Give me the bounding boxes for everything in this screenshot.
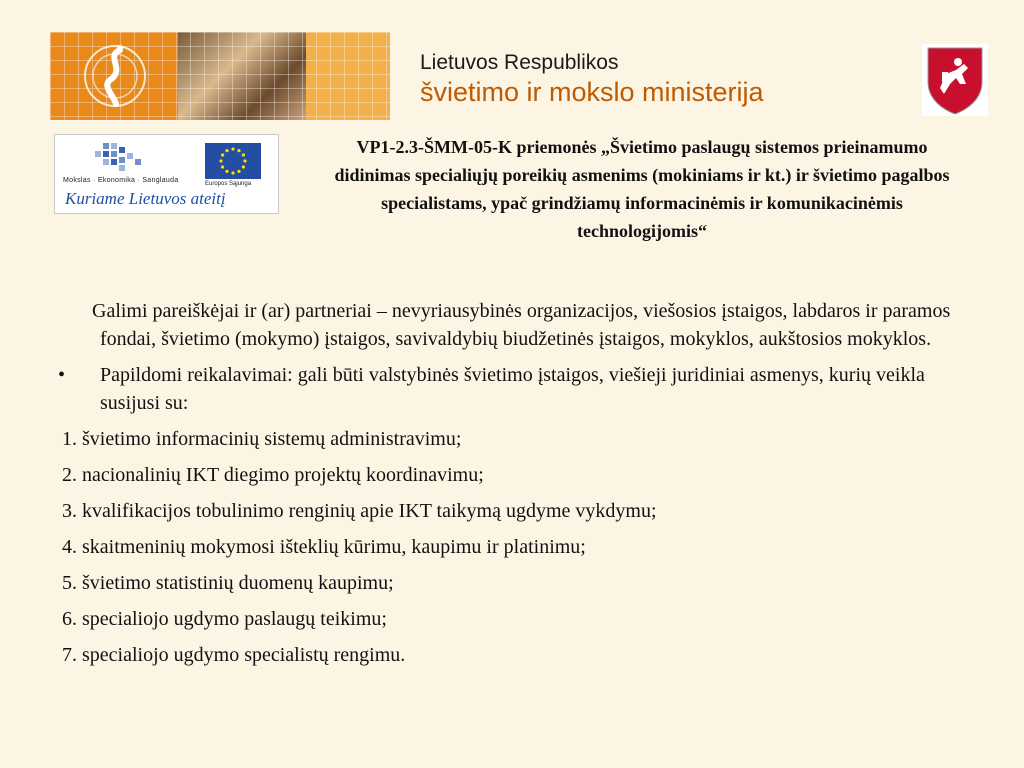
list-item: 4. skaitmeninių mokymosi išteklių kūrimu, kaupimu ir platinimu; [62,536,586,558]
list-item: 2. nacionalinių IKT diegimo projektų koordinavimu; [62,464,484,486]
list-item: 7. specialiojo ugdymo specialistų rengimu. [62,644,406,666]
list-item: 5. švietimo statistinių duomenų kaupimu; [62,572,394,594]
lithuanian-coat-of-arms-icon [922,44,988,116]
eu-flag-icon [205,143,261,179]
eu-slogan: Kuriame Lietuvos ateitį [65,189,226,208]
bullet-text: Papildomi reikalavimai: gali būti valstybinės švietimo įstaigos, viešieji juridiniai asmenys, kurių veikla susijusi su: [100,364,925,414]
ministry-line1: Lietuvos Respublikos [420,51,619,74]
list-item: 1. švietimo informacinių sistemų administravimu; [62,428,462,450]
list-item: 3. kvalifikacijos tobulinimo renginių apie IKT taikymą ugdyme vykdymu; [62,500,657,522]
eu-caption-left: Mokslas · Ekonomika · Sanglauda [63,177,179,184]
eu-caption-right: Europos Sąjunga [205,181,252,187]
intro-paragraph: Galimi pareiškėjai ir (ar) partneriai – nevyriausybinės organizacijos, viešosios įstaigos, labdaros ir paramos fondai, švietimo (mokymo) įstaigos, savivaldybių biudžetinės įstaigos, mokyklos, aukštosios mokyklos. [92,300,951,350]
bullet-item [58,361,978,417]
slide-body [58,297,978,669]
mosaic-icon [91,141,151,175]
slide-heading: VP1-2.3-ŠMM-05-K priemonės „Švietimo paslaugų sistemos prieinamumo didinimas specialiųjų poreikių asmenims (mokiniams ir kt.) ir švietimo pagalbos specialistams, ypač grindžiamų informacinėmis ir komunikacinėmis technologijomis“ [334,137,950,241]
ministry-title [420,50,764,108]
education-banner-logo [50,32,390,120]
bullet-icon: • [58,364,66,386]
eu-funding-logo [54,134,279,214]
list-item: 6. specialiojo ugdymo paslaugų teikimu; [62,608,387,630]
ministry-line2: švietimo ir mokslo ministerija [420,77,764,107]
